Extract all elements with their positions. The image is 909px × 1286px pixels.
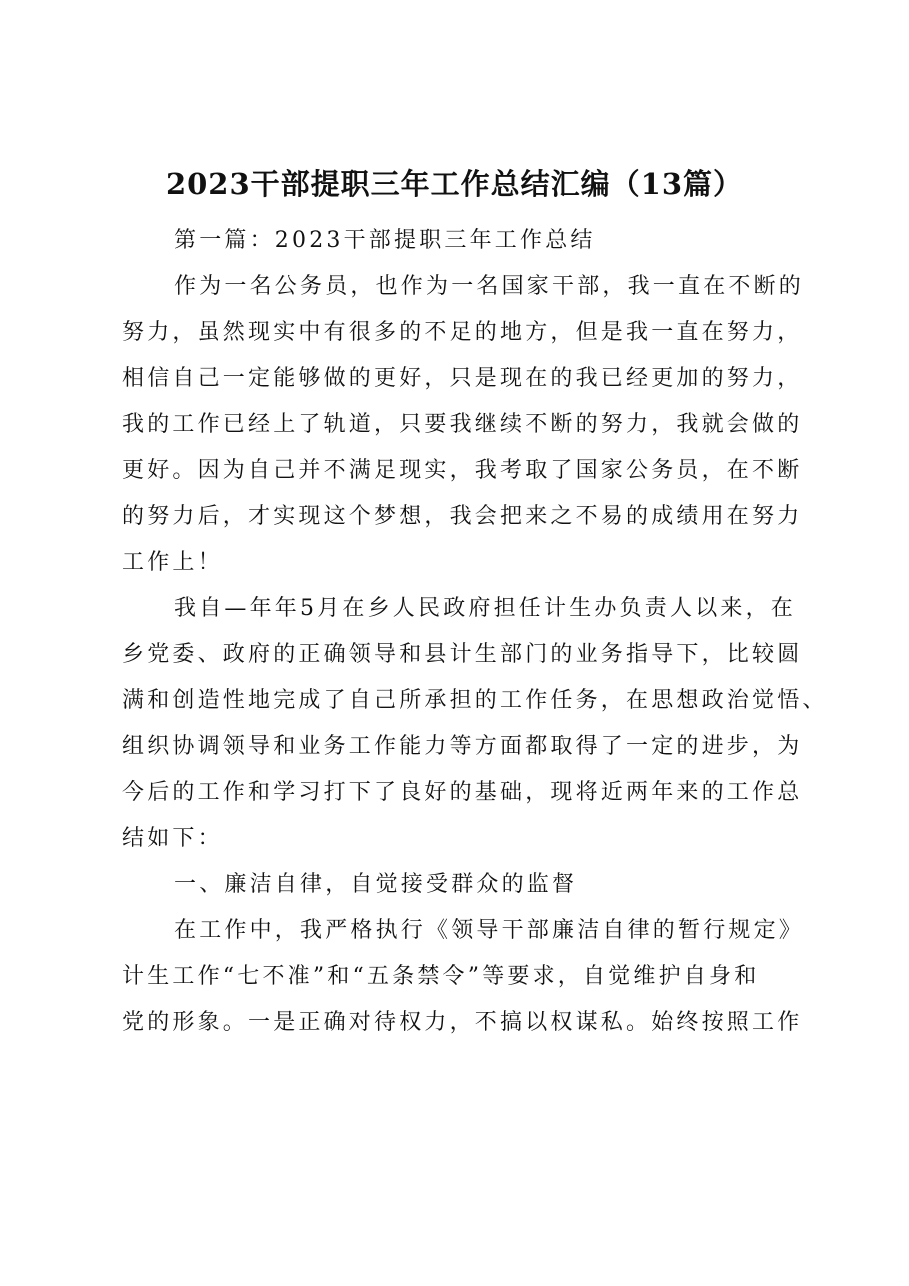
- text-line: 工作上！: [122, 550, 223, 575]
- text-line: 满和创造性地完成了自己所承担的工作任务，在思想政治觉悟、: [122, 688, 828, 713]
- text-line: 党的形象。一是正确对待权力，不搞以权谋私。始终按照工作: [122, 1010, 803, 1035]
- text-line: 计生工作“七不准”和“五条禁令”等要求，自觉维护自身和: [122, 964, 760, 989]
- text-line: 今后的工作和学习打下了良好的基础，现将近两年来的工作总: [122, 780, 803, 805]
- text-line: 我自—年年5月在乡人民政府担任计生办负责人以来，在: [174, 596, 796, 621]
- text-line: 努力，虽然现实中有很多的不足的地方，但是我一直在努力，: [122, 320, 803, 345]
- text-line: 我的工作已经上了轨道，只要我继续不断的努力，我就会做的: [122, 412, 803, 437]
- text-line: 第一篇：2023干部提职三年工作总结: [174, 228, 596, 253]
- text-line: 作为一名公务员，也作为一名国家干部，我一直在不断的: [174, 274, 805, 299]
- text-line: 在工作中，我严格执行《领导干部廉洁自律的暂行规定》: [174, 918, 805, 943]
- text-line: 结如下：: [122, 826, 223, 851]
- text-line: 的努力后，才实现这个梦想，我会把来之不易的成绩用在努力: [122, 504, 803, 529]
- text-line: 一、廉洁自律，自觉接受群众的监督: [174, 872, 578, 897]
- document-title: 2023干部提职三年工作总结汇编（13篇）: [165, 167, 744, 201]
- document-body: [122, 218, 828, 1046]
- text-line: 相信自己一定能够做的更好，只是现在的我已经更加的努力，: [122, 366, 803, 391]
- text-line: 组织协调领导和业务工作能力等方面都取得了一定的进步，为: [122, 734, 803, 759]
- text-line: 更好。因为自己并不满足现实，我考取了国家公务员，在不断: [122, 458, 803, 483]
- text-line: 乡党委、政府的正确领导和县计生部门的业务指导下，比较圆: [122, 642, 803, 667]
